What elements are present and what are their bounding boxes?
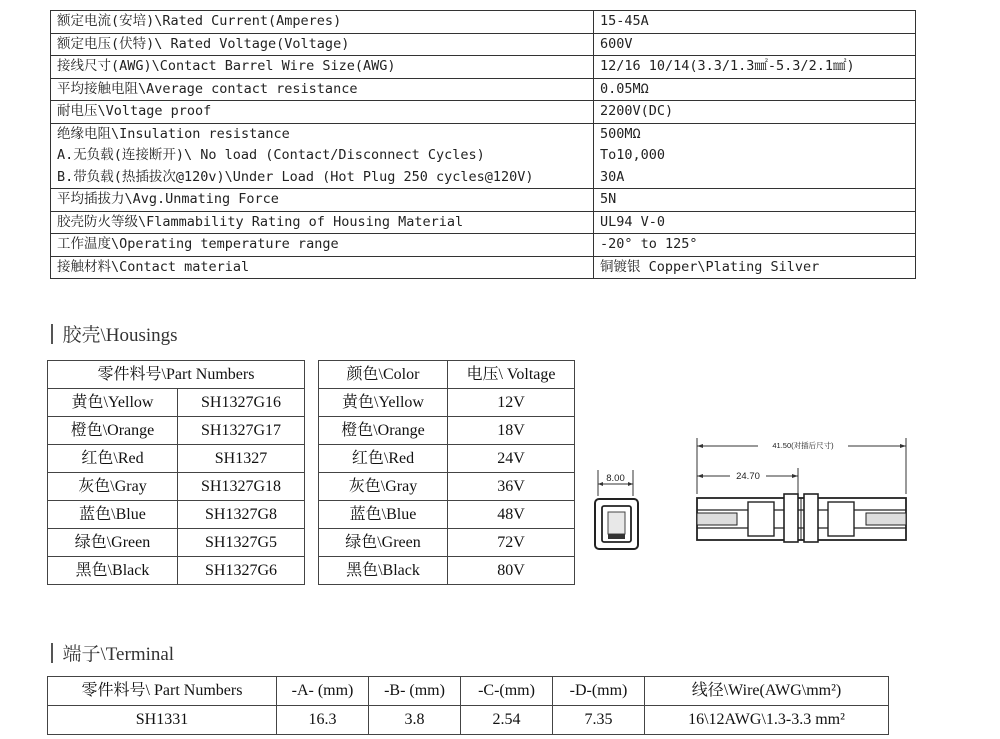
spec-label: 平均插拔力\Avg.Unmating Force bbox=[51, 189, 594, 212]
part-number-cell: SH1327G8 bbox=[178, 501, 305, 529]
color-cell: 黑色\Black bbox=[48, 557, 178, 585]
spec-row bbox=[51, 33, 916, 56]
part-numbers-header: 零件料号\Part Numbers bbox=[48, 361, 305, 389]
spec-row bbox=[51, 56, 916, 79]
table-row bbox=[319, 529, 575, 557]
voltage-cell: 18V bbox=[448, 417, 575, 445]
spec-label: 耐电压\Voltage proof bbox=[51, 101, 594, 124]
spec-value: 0.05MΩ bbox=[594, 78, 916, 101]
dimension-c-cell: 2.54 bbox=[461, 706, 553, 735]
spec-label: 额定电流(安培)\Rated Current(Amperes) bbox=[51, 11, 594, 34]
spec-label: 工作温度\Operating temperature range bbox=[51, 234, 594, 257]
connector-side-view-drawing bbox=[688, 432, 918, 552]
housing-parts-table bbox=[47, 360, 305, 585]
color-cell: 绿色\Green bbox=[48, 529, 178, 557]
terminal-table bbox=[47, 676, 889, 735]
table-row bbox=[319, 557, 575, 585]
dimension-b-header: -B- (mm) bbox=[369, 677, 461, 706]
spec-label: 额定电压(伏特)\ Rated Voltage(Voltage) bbox=[51, 33, 594, 56]
color-cell: 橙色\Orange bbox=[48, 417, 178, 445]
table-header-row bbox=[319, 361, 575, 389]
voltage-cell: 24V bbox=[448, 445, 575, 473]
spec-value: 15-45A bbox=[594, 11, 916, 34]
table-row bbox=[48, 557, 305, 585]
table-row bbox=[319, 473, 575, 501]
table-row bbox=[48, 389, 305, 417]
spec-label: 平均接触电阻\Average contact resistance bbox=[51, 78, 594, 101]
part-number-cell: SH1327G5 bbox=[178, 529, 305, 557]
table-row bbox=[319, 445, 575, 473]
spec-value: 2200V(DC) bbox=[594, 101, 916, 124]
spec-value: -20° to 125° bbox=[594, 234, 916, 257]
dimension-a-cell: 16.3 bbox=[277, 706, 369, 735]
spec-row bbox=[51, 145, 916, 167]
overall-length-label: 41.50(对插后尺寸) bbox=[772, 441, 834, 450]
color-cell: 黄色\Yellow bbox=[48, 389, 178, 417]
heading-bar bbox=[51, 643, 53, 663]
spec-label: A.无负载(连接断开)\ No load (Contact/Disconnect Cycles) bbox=[51, 145, 594, 167]
terminal-heading bbox=[51, 639, 174, 666]
connector-side-outline bbox=[697, 494, 906, 542]
spec-row bbox=[51, 189, 916, 212]
color-cell: 灰色\Gray bbox=[48, 473, 178, 501]
housings-title: 胶壳\Housings bbox=[62, 325, 178, 346]
color-cell: 灰色\Gray bbox=[319, 473, 448, 501]
wire-gauge-header: 线径\Wire(AWG\mm²) bbox=[645, 677, 889, 706]
spec-row bbox=[51, 211, 916, 234]
color-cell: 黄色\Yellow bbox=[319, 389, 448, 417]
voltage-cell: 72V bbox=[448, 529, 575, 557]
color-header: 颜色\Color bbox=[319, 361, 448, 389]
spec-label: B.带负载(热插拔次@120v)\Under Load (Hot Plug 250 cycles@120V) bbox=[51, 167, 594, 189]
voltage-header: 电压\ Voltage bbox=[448, 361, 575, 389]
color-cell: 蓝色\Blue bbox=[48, 501, 178, 529]
dimension-d-header: -D-(mm) bbox=[553, 677, 645, 706]
table-row bbox=[48, 445, 305, 473]
table-row bbox=[319, 417, 575, 445]
arrow-right-icon bbox=[628, 482, 633, 486]
table-row bbox=[319, 389, 575, 417]
table-header-row bbox=[48, 361, 305, 389]
part-number-cell: SH1331 bbox=[48, 706, 277, 735]
voltage-cell: 80V bbox=[448, 557, 575, 585]
spec-label: 绝缘电阻\Insulation resistance bbox=[51, 123, 594, 145]
table-row bbox=[48, 501, 305, 529]
spec-value: 30A bbox=[594, 167, 916, 189]
spec-label: 接触材料\Contact material bbox=[51, 256, 594, 279]
arrow-left-icon bbox=[598, 482, 603, 486]
terminal-title: 端子\Terminal bbox=[62, 644, 175, 665]
heading-bar bbox=[51, 324, 53, 344]
front-width-label: 8.00 bbox=[606, 473, 625, 484]
arrow-left-icon bbox=[697, 444, 703, 448]
dimension-b-cell: 3.8 bbox=[369, 706, 461, 735]
part-number-cell: SH1327G18 bbox=[178, 473, 305, 501]
arrow-left-icon bbox=[697, 474, 703, 478]
arrow-right-icon bbox=[792, 474, 798, 478]
spec-row bbox=[51, 256, 916, 279]
table-row bbox=[48, 417, 305, 445]
arrow-right-icon bbox=[900, 444, 906, 448]
housing-voltage-table bbox=[318, 360, 575, 585]
spec-row bbox=[51, 167, 916, 189]
spec-value: 12/16 10/14(3.3/1.3㎟-5.3/2.1㎟) bbox=[594, 56, 916, 79]
voltage-cell: 12V bbox=[448, 389, 575, 417]
spec-row bbox=[51, 78, 916, 101]
part-number-cell: SH1327G16 bbox=[178, 389, 305, 417]
color-cell: 橙色\Orange bbox=[319, 417, 448, 445]
part-numbers-header: 零件料号\ Part Numbers bbox=[48, 677, 277, 706]
half-length-label: 24.70 bbox=[736, 471, 760, 482]
connector-front-outline bbox=[595, 499, 638, 549]
spec-value: To10,000 bbox=[594, 145, 916, 167]
part-number-cell: SH1327 bbox=[178, 445, 305, 473]
wire-gauge-cell: 16\12AWG\1.3-3.3 mm² bbox=[645, 706, 889, 735]
spec-value: 铜镀银 Copper\Plating Silver bbox=[594, 256, 916, 279]
part-number-cell: SH1327G6 bbox=[178, 557, 305, 585]
table-row bbox=[319, 501, 575, 529]
dimension-d-cell: 7.35 bbox=[553, 706, 645, 735]
spec-value: 600V bbox=[594, 33, 916, 56]
color-cell: 红色\Red bbox=[319, 445, 448, 473]
spec-value: UL94 V-0 bbox=[594, 211, 916, 234]
spec-row bbox=[51, 234, 916, 257]
color-cell: 蓝色\Blue bbox=[319, 501, 448, 529]
spec-value: 500MΩ bbox=[594, 123, 916, 145]
spec-label: 接线尺寸(AWG)\Contact Barrel Wire Size(AWG) bbox=[51, 56, 594, 79]
spec-row bbox=[51, 101, 916, 124]
voltage-cell: 36V bbox=[448, 473, 575, 501]
color-cell: 绿色\Green bbox=[319, 529, 448, 557]
spec-row bbox=[51, 11, 916, 34]
color-cell: 黑色\Black bbox=[319, 557, 448, 585]
spec-label: 胶壳防火等级\Flammability Rating of Housing Material bbox=[51, 211, 594, 234]
housings-heading bbox=[51, 320, 178, 347]
table-row bbox=[48, 473, 305, 501]
table-row bbox=[48, 706, 889, 735]
spec-value: 5N bbox=[594, 189, 916, 212]
connector-front-view-drawing bbox=[575, 462, 665, 557]
table-row bbox=[48, 529, 305, 557]
dimension-a-header: -A- (mm) bbox=[277, 677, 369, 706]
color-cell: 红色\Red bbox=[48, 445, 178, 473]
voltage-cell: 48V bbox=[448, 501, 575, 529]
table-header-row bbox=[48, 677, 889, 706]
part-number-cell: SH1327G17 bbox=[178, 417, 305, 445]
spec-row bbox=[51, 123, 916, 145]
specs-table bbox=[50, 10, 916, 279]
dimension-c-header: -C-(mm) bbox=[461, 677, 553, 706]
